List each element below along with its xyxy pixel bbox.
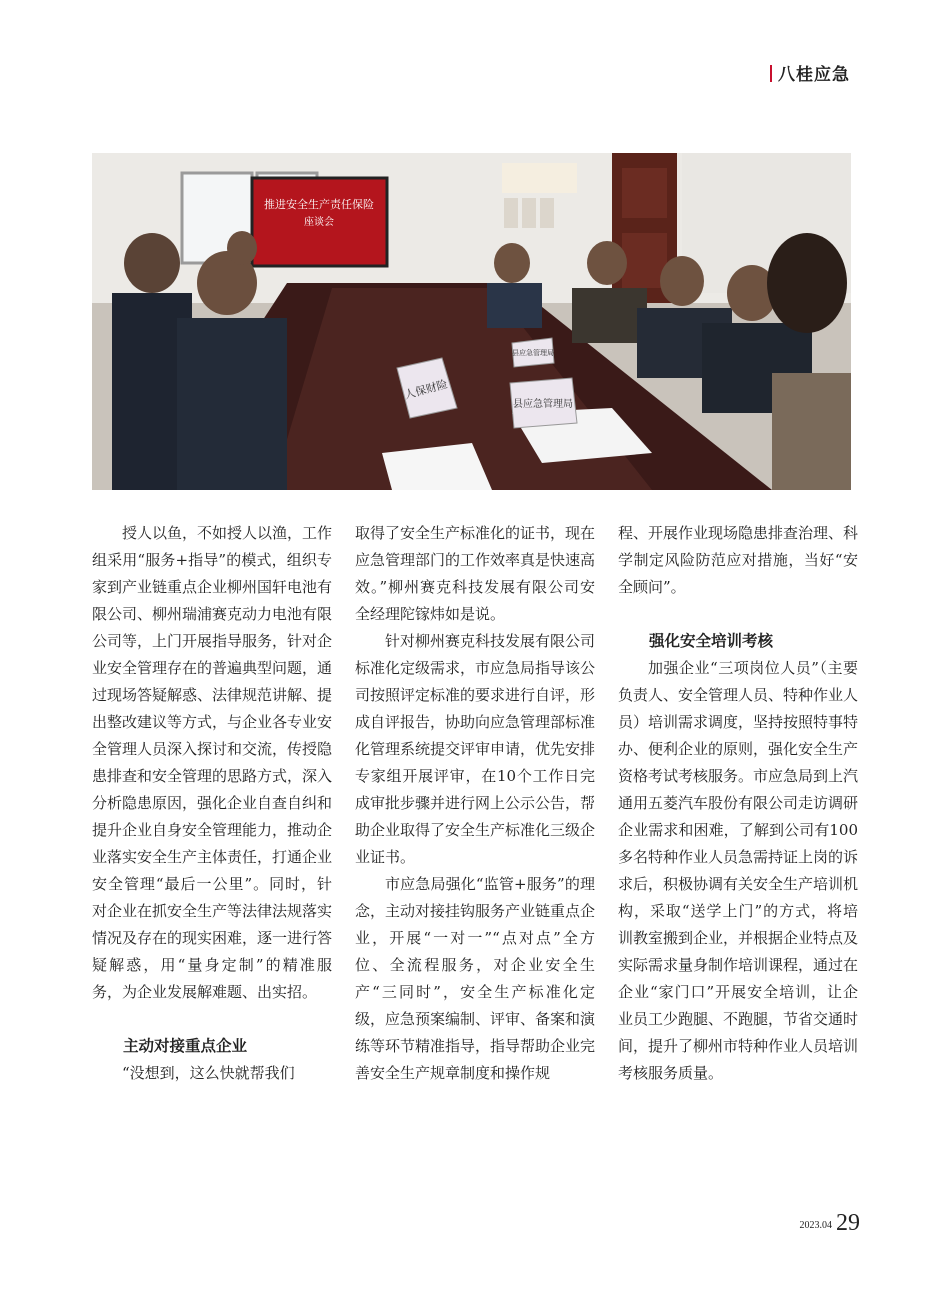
name-sign-3 <box>512 338 554 367</box>
screen-title: 推进安全生产责任保险 <box>264 198 374 211</box>
issue-date: 2023.04 <box>799 1220 832 1231</box>
section-header <box>770 60 850 85</box>
page-footer <box>800 1210 861 1237</box>
paragraph: “没想到，这么快就帮我们 <box>122 1064 295 1082</box>
paragraph: 市应急局强化“监管+服务”的理念，主动对接挂钩服务产业链重点企业，开展“一对一”“点对点”全方位、全流程服务，对企业安全生产“三同时”，安全生产标准化定级，应急预案编制、评审、备案和演练等环节精准指导，指导帮助企业完善安全生产规章制度和操作规 <box>355 875 596 1082</box>
svg-text:县应急管理局: 县应急管理局 <box>512 349 554 357</box>
page-number: 29 <box>836 1210 860 1236</box>
article-column-3 <box>618 520 858 1087</box>
paragraph: 授人以鱼，不如授人以渔，工作组采用“服务+指导”的模式，组织专家到产业链重点企业柳州国轩电池有限公司、柳州瑞浦赛克动力电池有限公司等，上门开展指导服务，针对企业安全管理存在的普遍典型问题，通过现场答疑解惑、法律规范讲解、提出整改建议等方式，与企业各专业安全管理人员深入探讨和交流，传授隐患排查和安全管理的思路方式，深入分析隐患原因，强化企业自查自纠和提升企业自身安全管理能力，推动企业落实安全生产主体责任，打通企业安全管理“最后一公里”。同时，针对企业在抓安全生产等法律法规落实情况及存在的现实困难，逐一进行答疑解惑，用“量身定制”的精准服务，为企业发展解难题、出实招。 <box>92 524 333 1001</box>
name-sign-2 <box>510 378 577 428</box>
section-title: 八桂应急 <box>778 65 850 85</box>
section-heading: 主动对接重点企业 <box>123 1037 248 1055</box>
svg-text:人保财险: 人保财险 <box>403 377 450 402</box>
article-column-1 <box>92 520 332 1087</box>
screen-subtitle: 座谈会 <box>304 217 334 228</box>
meeting-photo <box>92 153 851 490</box>
paragraph: 针对柳州赛克科技发展有限公司标准化定级需求，市应急局指导该公司按照评定标准的要求进行自评，形成自评报告，协助向应急管理部标准化管理系统提交评审申请，优先安排专家组开展评审，在10个工作日完成审批步骤并进行网上公示公告，帮助企业取得了安全生产标准化三级企业证书。 <box>355 632 596 866</box>
paragraph: 取得了安全生产标准化的证书，现在应急管理部门的工作效率真是快速高效。”柳州赛克科技发展有限公司安全经理陀镓炜如是说。 <box>355 524 596 623</box>
article-column-2 <box>355 520 595 1087</box>
header-accent-bar <box>770 65 772 82</box>
section-heading: 强化安全培训考核 <box>649 632 774 650</box>
paragraph: 程、开展作业现场隐患排查治理、科学制定风险防范应对措施，当好“安全顾问”。 <box>618 524 859 596</box>
paragraph: 加强企业“三项岗位人员”（主要负责人、安全管理人员、特种作业人员）培训需求调度，坚持按照特事特办、便利企业的原则，强化安全生产资格考试考核服务。市应急局到上汽通用五菱汽车股份有限公司走访调研企业需求和困难，了解到公司有100多名特种作业人员急需持证上岗的诉求后，积极协调有关安全生产培训机构，采取“送学上门”的方式，将培训教室搬到企业，并根据企业特点及实际需求量身制作培训课程，通过在企业“家门口”开展安全培训，让企业员工少跑腿、不跑腿，节省交通时间，提升了柳州市特种作业人员培训考核服务质量。 <box>618 659 859 1082</box>
svg-text:县应急管理局: 县应急管理局 <box>513 399 573 410</box>
